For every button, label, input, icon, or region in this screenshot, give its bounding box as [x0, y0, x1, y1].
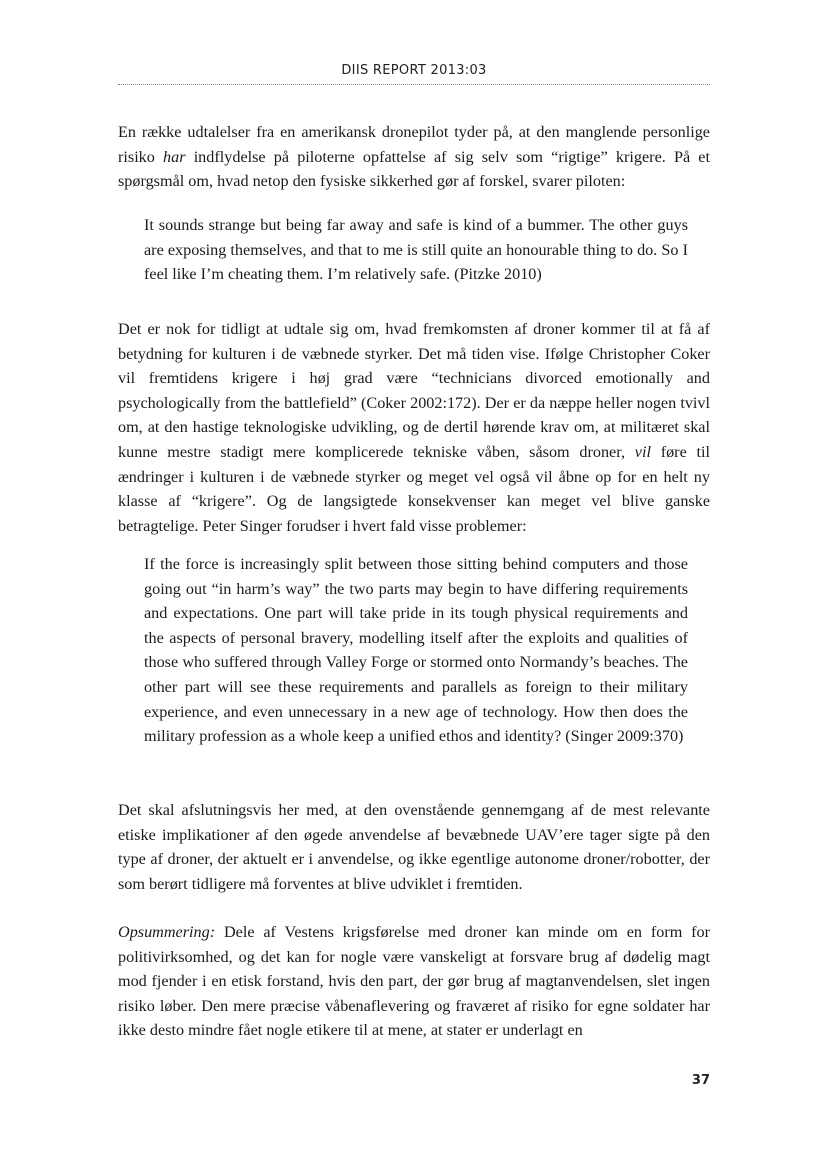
paragraph-2: [118, 317, 710, 538]
paragraph-1-emphasis: har: [163, 147, 186, 166]
header-dotted-rule: [118, 84, 710, 85]
paragraph-1-text-a: En række udtalelser fra en amerikansk dronepilot tyder på, at den manglende personlige risiko: [118, 123, 710, 166]
summary-label: Opsummering:: [118, 923, 216, 941]
paragraph-2-text-b: føre til ændringer i kulturen i de væbnede styrker og meget vel også vil åbne op for en helt ny klasse af “krigere”. Og de langsigtede konsekvenser kan meget vel blive ganske betragtelige. Peter Singer forudser i hvert fald visse problemer:: [118, 442, 710, 535]
paragraph-1: [118, 120, 710, 194]
paragraph-summary: [118, 920, 710, 1043]
block-quote-pitzke: It sounds strange but being far away and safe is kind of a bummer. The other guys are exposing themselves, and that to me is still quite an honourable thing to do. So I feel like I’m cheating them. I’m relatively safe. (Pitzke 2010): [144, 216, 688, 284]
paragraph-3: Det skal afslutningsvis her med, at den ovenstående gennemgang af de mest relevante etiske implikationer af den øgede anvendelse af bevæbnede UAV’ere tager sigte på den type af droner, der aktuelt er i anvendelse, og ikke egentlige autonome droner/robotter, der som berørt tidligere må forventes at blive udviklet i fremtiden.: [118, 801, 710, 893]
summary-text: Dele af Vestens krigsførelse med droner kan minde om en form for politivirksomhed, og det kan for nogle være vanskeligt at forsvare brug af dødelig magt mod fjender i en etisk forstand, hvis den part, der gør brug af magtanvendelsen, slet ingen risiko løber. Den mere præcise våbenaflevering og fraværet af risiko for egne soldater har ikke desto mindre fået nogle etikere til at mene, at stater er underlagt en: [118, 923, 710, 1040]
running-header: DIIS REPORT 2013:03: [341, 63, 487, 78]
page-number: 37: [691, 1073, 710, 1088]
paragraph-2-text-a: Det er nok for tidligt at udtale sig om, hvad fremkomsten af droner kommer til at få af betydning for kulturen i de væbnede styrker. Det må tiden vise. Ifølge Christopher Coker vil fremtidens krigere i høj grad være “technicians divorced emotionally and psychologically from the battlefield” (Coker 2002:172). Der er da næppe heller nogen tvivl om, at den hastige teknologiske udvikling, og de dertil hørende krav om, at militæret skal kunne mestre stadigt mere komplicerede tekniske våben, såsom droner,: [118, 320, 710, 461]
paragraph-1-text-b: indflydelse på piloterne opfattelse af sig selv som “rigtige” krigere. På et spørgsmål om, hvad netop den fysiske sikkerhed gør af forskel, svarer piloten:: [118, 147, 710, 191]
block-quote-singer: If the force is increasingly split between those sitting behind computers and those going out “in harm’s way” the two parts may begin to have differing requirements and expectations. One part will take pride in its tough physical requirements and the aspects of personal bravery, modelling itself after the exploits and qualities of those who suffered through Valley Forge or stormed onto Normandy’s beaches. The other part will see these requirements and parallels as foreign to their military experience, and even unnecessary in a new age of technology. How then does the military profession as a whole keep a unified ethos and identity? (Singer 2009:370): [144, 555, 688, 746]
paragraph-2-emphasis: vil: [634, 442, 651, 461]
